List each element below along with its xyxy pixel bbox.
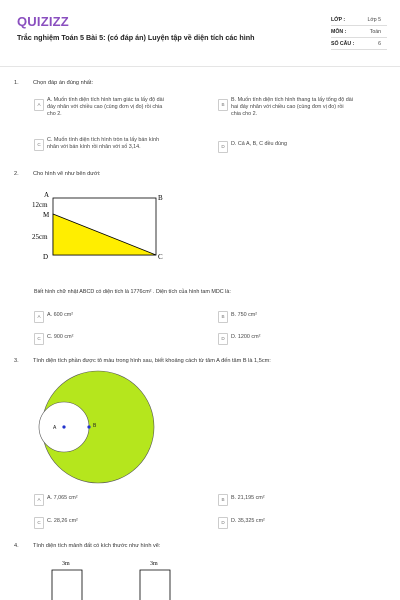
question-number: 3. (14, 358, 19, 364)
point-b (87, 425, 90, 428)
label-d: D (43, 253, 49, 261)
option-letter: B (218, 494, 228, 506)
label-12cm: 12cm (32, 201, 48, 209)
option-text: C. 28,26 cm² (47, 518, 78, 524)
meta-value: 6 (378, 40, 381, 47)
option-letter: C (34, 139, 44, 151)
triangle-mdc (53, 214, 156, 255)
page-title: Trắc nghiệm Toán 5 Bài 5: (có đáp án) Luyện tập về diện tích các hình (17, 33, 255, 42)
question-number: 1. (14, 80, 19, 86)
rectangle-figure (30, 188, 175, 264)
option-text: D. 35,325 cm² (231, 518, 265, 524)
meta-row-grade (331, 14, 387, 26)
option-text: D. Cả A, B, C đều đúng (231, 141, 288, 147)
question-text: Tính diện tích mảnh đất có kích thước như hình vẽ: (33, 543, 161, 549)
option-letter: C (34, 333, 44, 345)
center-a-point (62, 425, 65, 428)
option-text: B. 750 cm² (231, 312, 258, 318)
option-text: D. 1200 cm² (231, 334, 261, 340)
meta-row-subject (331, 26, 387, 38)
meta-key: LỚP : (331, 16, 346, 23)
label-b: B (93, 423, 97, 429)
meta-panel (331, 14, 387, 50)
label-3m-left: 3m (62, 561, 70, 567)
question-text: Cho hình vẽ như bên dưới: (33, 171, 101, 177)
option-text: A. 7,065 cm² (47, 495, 78, 501)
option-letter: D (218, 333, 228, 345)
meta-row-count (331, 38, 387, 50)
meta-value: Toán (369, 28, 381, 35)
option-letter: B (218, 99, 228, 111)
label-25cm: 25cm (32, 233, 48, 241)
label-b: B (158, 194, 163, 202)
question-text: Tính diện tích phần được tô màu trong hình sau, biết khoảng cách từ tâm A đến tâm B là 1,5cm: (33, 358, 271, 364)
land-figure (40, 556, 180, 600)
option-letter: D (218, 517, 228, 529)
option-text: C. 900 cm² (47, 334, 74, 340)
label-m: M (43, 211, 50, 219)
right-strip (140, 570, 170, 600)
question-text: Chọn đáp án đúng nhất: (33, 80, 94, 86)
option-letter: D (218, 141, 228, 153)
question-number: 4. (14, 543, 19, 549)
left-strip (52, 570, 82, 600)
option-text: C. Muốn tính diện tích hình tròn ta lấy bán kính nhân với bán kính rồi nhân với số 3,14. (47, 137, 160, 150)
meta-key: SỐ CÂU : (331, 40, 355, 47)
question-number: 2. (14, 171, 19, 177)
label-a: A (44, 191, 50, 199)
option-letter: A (34, 99, 44, 111)
label-a: A (53, 425, 57, 431)
option-letter: A (34, 311, 44, 323)
quizizz-logo: QUIZIZZ (17, 14, 69, 29)
option-letter: B (218, 311, 228, 323)
option-text: B. Muốn tính diện tích hình thang ta lấy tổng độ dài hai đáy nhân với chiều cao (cùng đơn vị đo) rồi chia cho 2. (231, 97, 353, 117)
option-text: B. 21,195 cm² (231, 495, 265, 501)
header-divider (0, 66, 400, 67)
option-letter: C (34, 517, 44, 529)
meta-value: Lớp 5 (367, 16, 381, 23)
label-3m-right: 3m (150, 561, 158, 567)
meta-key: MÔN : (331, 28, 347, 35)
option-letter: A (34, 494, 44, 506)
option-text: A. 600 cm² (47, 312, 74, 318)
circles-figure (36, 370, 160, 484)
question-subtext: Biết hình chữ nhật ABCD có diện tích là 1776cm² . Diện tích của hình tam MDC là: (34, 289, 231, 295)
label-c: C (158, 253, 163, 261)
option-text: A. Muốn tính diện tích hình tam giác ta lấy độ dài đáy nhân với chiều cao (cùng đơn vị đo) rồi chia cho 2. (47, 97, 164, 117)
